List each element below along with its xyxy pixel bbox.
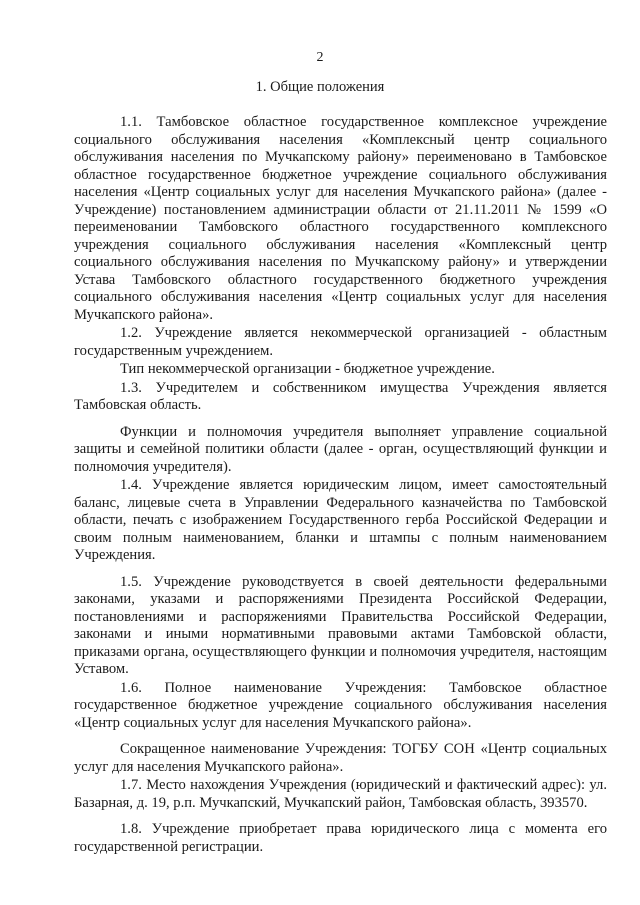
paragraph-1-2: 1.2. Учреждение является некоммерческой организацией - областным государственным учреждением. — [74, 325, 607, 359]
paragraph-short-name: Сокращенное наименование Учреждения: ТОГБУ СОН «Центр социальных услуг для населения Мучкапского района». — [74, 741, 607, 775]
paragraph-founder-functions: Функции и полномочия учредителя выполняет управление социальной защиты и семейной политики области (далее - орган, осуществляющий функции и полномочия учредителя). — [74, 423, 607, 475]
section-title: 1. Общие положения — [255, 79, 385, 95]
paragraph-1-6: 1.6. Полное наименование Учреждения: Тамбовское областное государственное бюджетное учреждение социального обслуживания населения «Центр социальных услуг для населения Мучкапского района». — [74, 679, 607, 731]
paragraph-1-1: 1.1. Тамбовское областное государственное комплексное учреждение социального обслуживания населения «Комплексный центр социального обслуживания населения по Мучкапскому району» переименовано в Тамбовское областное государственное бюджетное учреждение социального обслуживания населения «Центр социальных услуг для населения Мучкапского района» (далее - Учреждение) постановлением администрации области от 21.11.2011 № 1599 «О переименовании Тамбовского областного государственного комплексного учреждения социального обслуживания населения «Комплексный центр социального обслуживания населения по Мучкапскому району» и утверждении Устава Тамбовского областного государственного бюджетного учреждения социального обслуживания населения «Центр социальных услуг для населения Мучкапского района». — [74, 114, 607, 323]
paragraph-1-7: 1.7. Место нахождения Учреждения (юридический и фактический адрес): ул. Базарная, д. 19, р.п. Мучкапский, Мучкапский район, Тамбовская область, 393570. — [74, 777, 607, 811]
document-body — [74, 114, 607, 857]
page-number: 2 — [316, 50, 324, 65]
paragraph-1-8: 1.8. Учреждение приобретает права юридического лица с момента его государственной регистрации. — [74, 821, 607, 855]
paragraph-org-type: Тип некоммерческой организации - бюджетное учреждение. — [120, 361, 495, 377]
paragraph-1-4: 1.4. Учреждение является юридическим лицом, имеет самостоятельный баланс, лицевые счета в Управлении Федерального казначейства по Тамбовской области, печать с изображением Государственного герба Российской Федерации и своим полным наименованием, бланки и штампы с полным наименованием Учреждения. — [74, 477, 607, 563]
paragraph-1-3: 1.3. Учредителем и собственником имущества Учреждения является Тамбовская область. — [74, 379, 607, 413]
paragraph-1-5: 1.5. Учреждение руководствуется в своей деятельности федеральными законами, указами и распоряжениями Президента Российской Федерации, постановлениями и распоряжениями Правительства Российской Федерации, законами и иными нормативными правовыми актами Тамбовской области, приказами органа, осуществляющего функции и полномочия учредителя, настоящим Уставом. — [74, 573, 607, 677]
